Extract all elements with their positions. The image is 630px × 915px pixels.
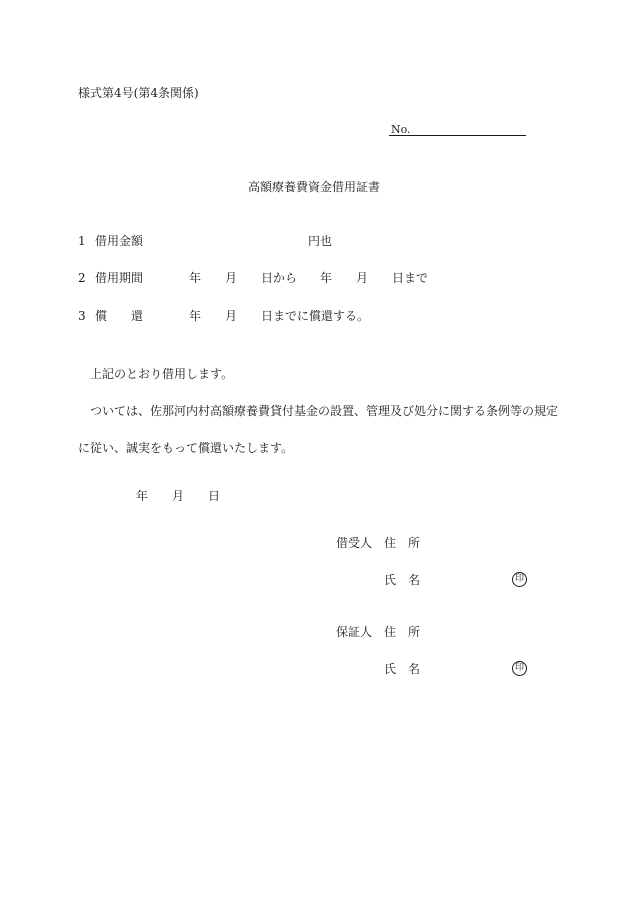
item-2-month-from: 月 xyxy=(225,271,238,285)
paragraph-2-line-2: に従い、誠実をもって償還いたします。 xyxy=(78,441,294,455)
paragraph-1: 上記のとおり借用します。 xyxy=(90,367,234,381)
form-label: 様式第4号(第4条関係) xyxy=(78,86,199,100)
item-3-year: 年 xyxy=(189,309,202,323)
date-year: 年 xyxy=(136,489,149,503)
item-3-day: 日までに償還する。 xyxy=(261,309,370,323)
document-title: 高額療養費資金借用証書 xyxy=(248,180,381,194)
number-underline xyxy=(389,123,526,136)
item-2-year-to: 年 xyxy=(320,271,333,285)
borrower-seal-icon: 印 xyxy=(512,572,527,587)
date-day: 日 xyxy=(208,489,221,503)
guarantor-role: 保証人 xyxy=(336,625,373,639)
item-3-number: 3 xyxy=(78,309,86,323)
borrower-name-label: 氏 名 xyxy=(384,573,421,587)
guarantor-address-label: 住 所 xyxy=(384,625,421,639)
item-2-day-to: 日まで xyxy=(392,271,429,285)
number-label: No. xyxy=(391,123,411,136)
item-1-label: 借用金額 xyxy=(95,234,144,248)
borrower-address-label: 住 所 xyxy=(384,536,421,550)
item-2-year-from: 年 xyxy=(189,271,202,285)
guarantor-name-label: 氏 名 xyxy=(384,662,421,676)
guarantor-seal-icon: 印 xyxy=(512,661,527,676)
paragraph-2-line-1: ついては、佐那河内村高額療養費貸付基金の設置、管理及び処分に関する条例等の規定 xyxy=(90,404,559,418)
item-2-day-from: 日から xyxy=(261,271,298,285)
borrower-role: 借受人 xyxy=(336,536,373,550)
item-2-month-to: 月 xyxy=(356,271,369,285)
date-month: 月 xyxy=(172,489,185,503)
item-1-unit: 円也 xyxy=(308,234,333,248)
item-3-month: 月 xyxy=(225,309,238,323)
item-1-number: 1 xyxy=(78,234,86,248)
item-2-label: 借用期間 xyxy=(95,271,144,285)
item-2-number: 2 xyxy=(78,271,86,285)
item-3-label: 償 還 xyxy=(95,309,144,323)
